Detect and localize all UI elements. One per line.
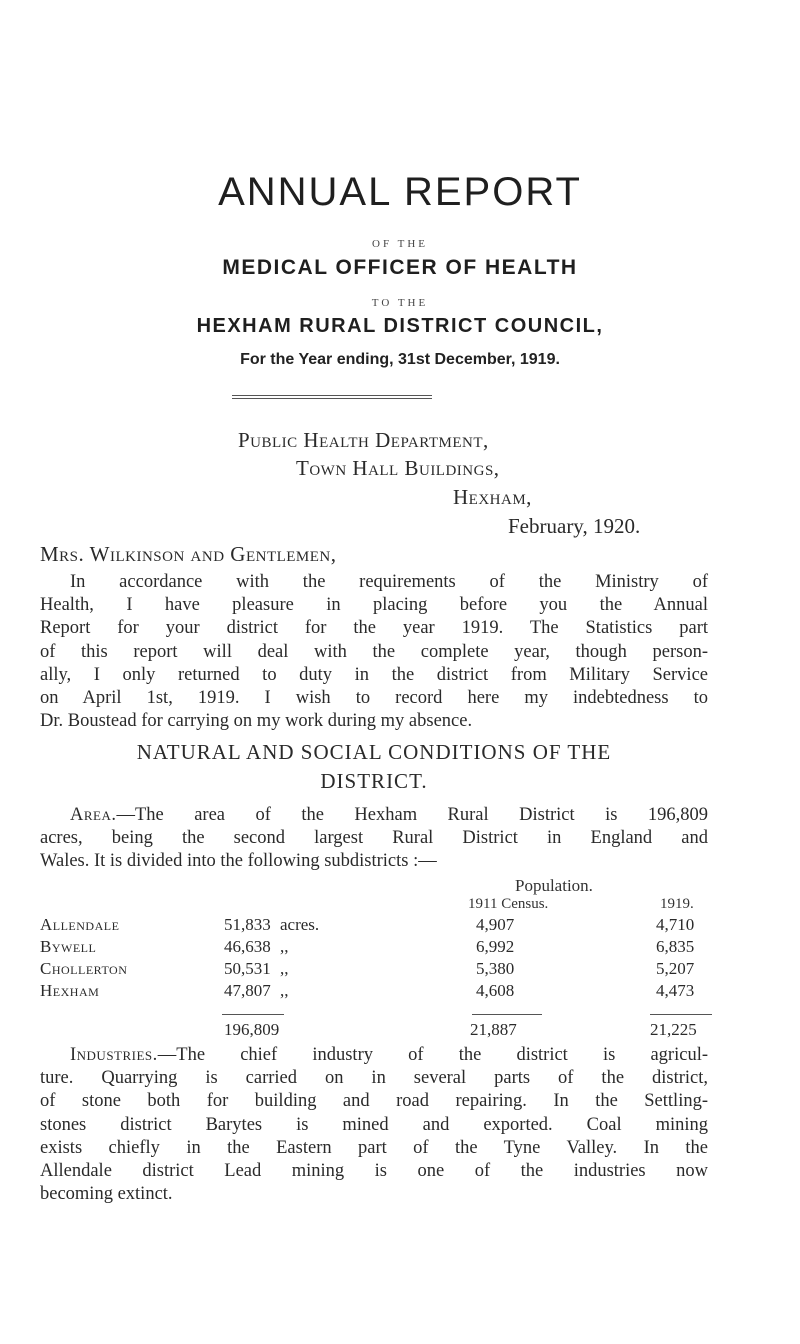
pop-1911-value: 6,992 <box>476 937 515 956</box>
intro-line: on April 1st, 1919. I wish to record here my indebtedness to <box>40 688 708 709</box>
to-the-label: TO THE <box>371 297 429 309</box>
intro-line: ally, I only returned to duty in the district from Military Service <box>40 664 708 685</box>
acres-value: 46,638 <box>224 937 271 956</box>
industries-label: Industries. <box>70 1045 158 1065</box>
pop-1919-total-rule <box>650 1014 712 1015</box>
acres-unit: ,, <box>280 959 289 978</box>
year-1919-header: 1919. <box>660 896 694 912</box>
industries-line-7: becoming extinct. <box>40 1184 173 1205</box>
pop-1919-value: 4,473 <box>656 981 695 1000</box>
header-divider <box>232 395 432 396</box>
intro-line: In accordance with the requirements of the Ministry of <box>70 572 708 592</box>
industries-line-5: exists chiefly in the Eastern part of the Tyne Valley. In the <box>40 1137 708 1158</box>
pop-1911-value: 4,907 <box>476 915 515 934</box>
year-line: For the Year ending, 31st December, 1919. <box>240 351 560 368</box>
acres-total: 196,809 <box>224 1020 280 1039</box>
address-line-2: Town Hall Buildings, <box>296 456 500 480</box>
pop-1911-total: 21,887 <box>470 1020 517 1039</box>
acres-value: 50,531 <box>224 959 271 978</box>
section-heading-line-1: NATURAL AND SOCIAL CONDITIONS OF THE <box>136 740 612 764</box>
industries-line-3: of stone both for building and road repairing. In the Settling- <box>40 1091 708 1112</box>
area-line-3: Wales. It is divided into the following subdistricts :— <box>40 851 437 872</box>
pop-1919-total: 21,225 <box>650 1020 697 1039</box>
of-the-label: OF THE <box>372 238 428 250</box>
pop-1911-value: 5,380 <box>476 959 515 978</box>
area-line-1-text: —The area of the Hexham Rural District is 196,809 <box>116 805 708 825</box>
industries-line-4: stones district Barytes is mined and exported. Coal mining <box>40 1114 708 1135</box>
area-paragraph <box>40 804 708 874</box>
pop-1911-value: 4,608 <box>476 981 515 1000</box>
population-header: Population. <box>515 876 593 895</box>
intro-line: Dr. Boustead for carrying on my work during my absence. <box>40 711 473 732</box>
acres-unit: ,, <box>280 981 289 1000</box>
subdistrict-name: Chollerton <box>40 959 128 978</box>
subdistrict-name: Allendale <box>40 915 120 934</box>
acres-total-rule <box>222 1014 284 1015</box>
acres-value: 51,833 <box>224 915 271 934</box>
industries-paragraph <box>40 1044 708 1206</box>
address-line-3: Hexham, <box>453 485 532 509</box>
intro-line: Health, I have pleasure in placing before you the Annual <box>40 595 708 616</box>
letter-date: February, 1920. <box>508 514 641 538</box>
census-1911-header: 1911 Census. <box>468 896 549 912</box>
industries-line-1-text: —The chief industry of the district is agricul- <box>157 1045 708 1065</box>
pop-1919-value: 4,710 <box>656 915 695 934</box>
subdistrict-name: Hexham <box>40 981 100 1000</box>
area-label: Area. <box>70 805 117 825</box>
industries-line-6: Allendale district Lead mining is one of the industries now <box>40 1161 708 1182</box>
pop-1911-total-rule <box>472 1014 542 1015</box>
industries-line-2: ture. Quarrying is carried on in several parts of the district, <box>40 1068 708 1089</box>
address-line-1: Public Health Department, <box>238 428 489 452</box>
intro-line: Report for your district for the year 1919. The Statistics part <box>40 618 708 639</box>
salutation: Mrs. Wilkinson and Gentlemen, <box>40 542 337 566</box>
pop-1919-value: 6,835 <box>656 937 695 956</box>
area-line-2: acres, being the second largest Rural District in England and <box>40 828 708 849</box>
pop-1919-value: 5,207 <box>656 959 695 978</box>
acres-unit: ,, <box>280 937 289 956</box>
subdistrict-name: Bywell <box>40 937 97 956</box>
council-name: HEXHAM RURAL DISTRICT COUNCIL, <box>196 315 604 337</box>
section-heading-line-2: DISTRICT. <box>320 769 428 793</box>
intro-paragraph <box>40 571 708 733</box>
area-line-1 <box>40 804 708 827</box>
acres-value: 47,807 <box>224 981 271 1000</box>
report-subtitle: MEDICAL OFFICER OF HEALTH <box>222 256 578 279</box>
industries-line-1 <box>40 1044 708 1067</box>
header-divider-second <box>232 398 432 399</box>
intro-line: of this report will deal with the complete year, though person- <box>40 641 708 662</box>
acres-unit: acres. <box>280 915 320 934</box>
report-title: ANNUAL REPORT <box>218 170 582 214</box>
